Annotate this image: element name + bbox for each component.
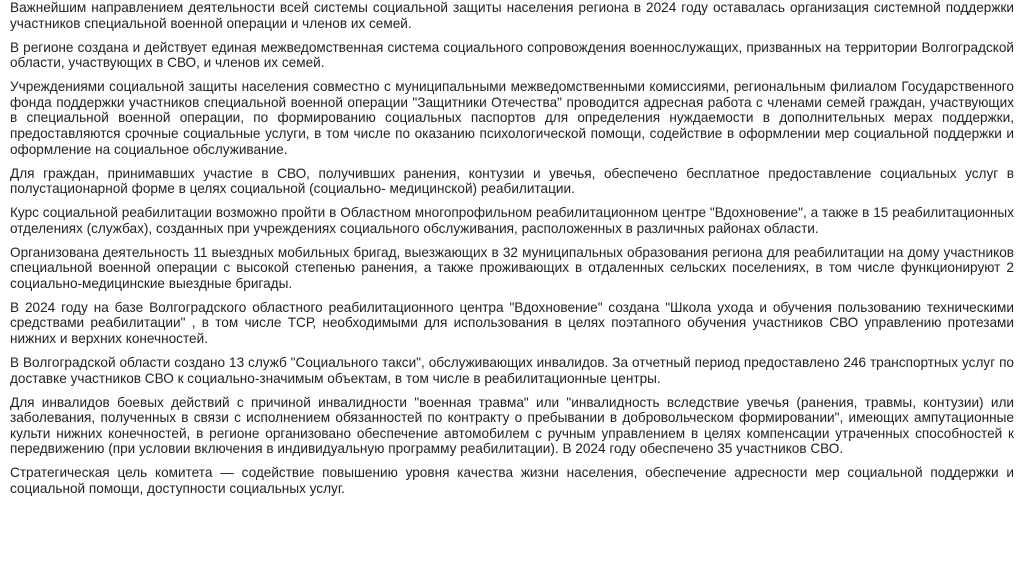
paragraph-social-taxi: В Волгоградской области создано 13 служб "Социального такси", обслуживающих инвалидов. За отчетный период предоставлено 246 транспортных услуг по доставке участников СВО к социально-значимым объектам, в том числе в реабилитационные центры. bbox=[10, 355, 1014, 386]
paragraph-social-passports: Учреждениями социальной защиты населения совместно с муниципальными межведомственными комиссиями, региональным филиалом Государственного фонда поддержки участников специальной военной операции "Защитники Отечества" проводится адресная работа с членами семей граждан, участвующих в специальной военной операции, по формированию социальных паспортов для определения нуждаемости в дополнительных мерах поддержки, предоставляются срочные социальные услуги, в том числе по оказанию психологической помощи, содействие в оформлении мер социальной поддержки и оформление на социальное обслуживание. bbox=[10, 79, 1014, 157]
document-body bbox=[10, 0, 1014, 505]
paragraph-hand-controlled-cars: Для инвалидов боевых действий с причиной инвалидности "военная травма" или "инвалидность вследствие увечья (ранения, травмы, контузии) или заболевания, полученных в связи с исполнением обязанностей по контракту о пребывании в добровольческом формировании", имеющих ампутационные культи нижних конечностей, в регионе организовано обеспечение автомобилем с ручным управлением в целях компенсации утраченных способностей к передвижению (при условии включения в индивидуальную программу реабилитации). В 2024 году обеспечено 35 участников СВО. bbox=[10, 394, 1014, 457]
paragraph-mobile-brigades: Организована деятельность 11 выездных мобильных бригад, выезжающих в 32 муниципальных образования региона для реабилитации на дому участников специальной военной операции с высокой степенью ранения, а также проживающих в отдаленных сельских поселениях, в том числе функционируют 2 социально-медицинские выездные бригады. bbox=[10, 244, 1014, 291]
paragraph-rehabilitation-course: Курс социальной реабилитации возможно пройти в Областном многопрофильном реабилитационном центре "Вдохновение", а также в 15 реабилитационных отделениях (службах), созданных при учреждениях социального обслуживания, расположенных в различных районах области. bbox=[10, 205, 1014, 236]
paragraph-free-social-services: Для граждан, принимавших участие в СВО, получивших ранения, контузии и увечья, обеспечено бесплатное предоставление социальных услуг в полустационарной форме в целях социальной (социально- медицинской) реабилитации. bbox=[10, 165, 1014, 197]
paragraph-care-school: В 2024 году на базе Волгоградского областного реабилитационного центра "Вдохновение" создана "Школа ухода и обучения пользованию техническими средствами реабилитации" , в том числе ТСР, необходимыми для использования в целях поэтапного обучения участников СВО управлению протезами нижних и верхних конечностей. bbox=[10, 299, 1014, 347]
paragraph-svo-support-priority: Важнейшим направлением деятельности всей системы социальной защиты населения региона в 2024 году оставалась организация системной поддержки участников специальной военной операции и членов их семей. bbox=[10, 0, 1014, 31]
paragraph-interagency-system: В регионе создана и действует единая межведомственная система социального сопровождения военнослужащих, призванных на территории Волгоградской области, участвующих в СВО, и членов их семей. bbox=[10, 39, 1014, 71]
paragraph-strategic-goal: Стратегическая цель комитета — содействие повышению уровня качества жизни населения, обеспечение адресности мер социальной поддержки и социальной помощи, доступности социальных услуг. bbox=[10, 465, 1014, 496]
